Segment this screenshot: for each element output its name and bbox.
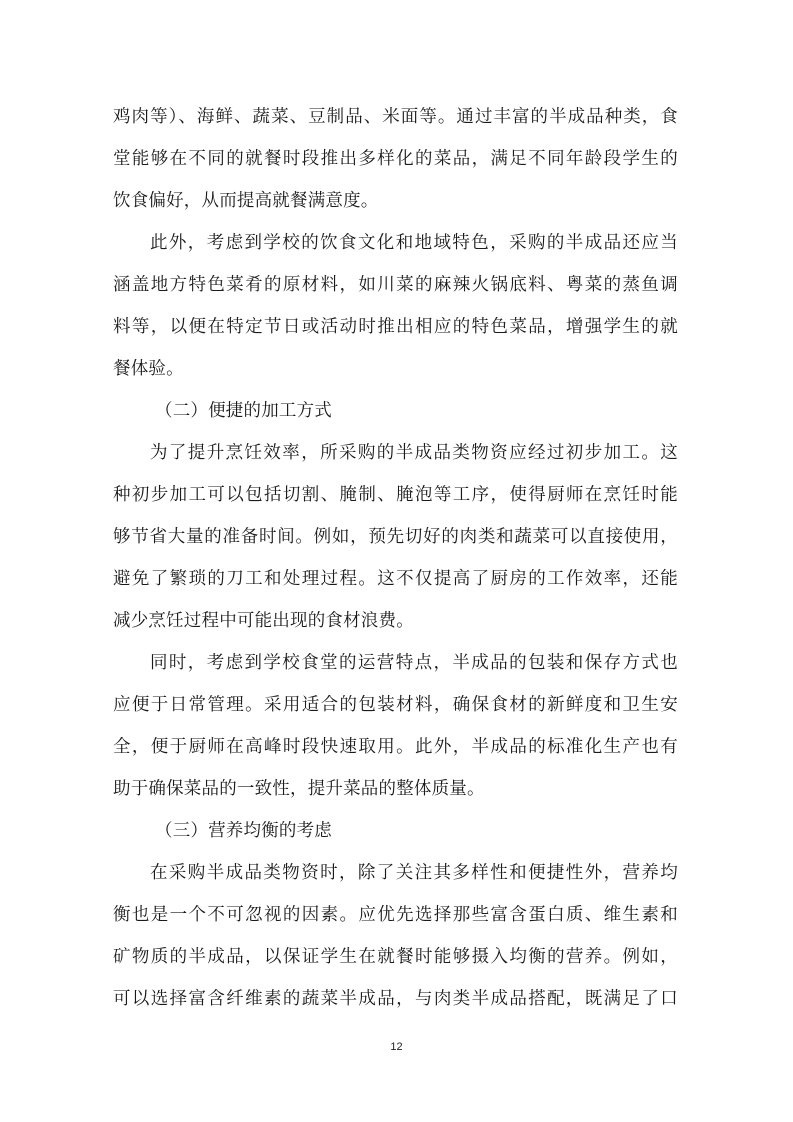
text-line: 鸡肉等）、海鲜、蔬菜、豆制品、米面等。通过丰富的半成品种类，食 (113, 107, 678, 127)
paragraph-first-line: 同时，考虑到学校食堂的运营特点，半成品的包装和保存方式也 (150, 653, 678, 673)
text-line: 涵盖地方特色菜肴的原材料，如川菜的麻辣火锅底料、粤菜的蒸鱼调 (113, 275, 678, 295)
section-heading: （二）便捷的加工方式 (155, 401, 332, 421)
text-line: 衡也是一个不可忽视的因素。应优先选择那些富含蛋白质、维生素和 (113, 905, 678, 925)
paragraph-first-line: 在采购半成品类物资时，除了关注其多样性和便捷性外，营养均 (150, 863, 678, 883)
text-line: 避免了繁琐的刀工和处理过程。这不仅提高了厨房的工作效率，还能 (113, 569, 678, 589)
text-line: 够节省大量的准备时间。例如，预先切好的肉类和蔬菜可以直接使用， (113, 527, 678, 547)
text-line: 可以选择富含纤维素的蔬菜半成品，与肉类半成品搭配，既满足了口 (113, 989, 678, 1009)
text-line: 堂能够在不同的就餐时段推出多样化的菜品，满足不同年龄段学生的 (113, 149, 678, 169)
text-line: 应便于日常管理。采用适合的包装材料，确保食材的新鲜度和卫生安 (113, 695, 678, 715)
paragraph-first-line: 为了提升烹饪效率，所采购的半成品类物资应经过初步加工。这 (150, 443, 678, 463)
text-line: 料等，以便在特定节日或活动时推出相应的特色菜品，增强学生的就 (113, 317, 678, 337)
text-line: 餐体验。 (113, 359, 184, 379)
text-line: 全，便于厨师在高峰时段快速取用。此外，半成品的标准化生产也有 (113, 737, 678, 757)
text-line: 饮食偏好，从而提高就餐满意度。 (113, 191, 379, 211)
text-line: 助于确保菜品的一致性，提升菜品的整体质量。 (113, 779, 485, 799)
section-heading: （三）营养均衡的考虑 (155, 821, 332, 841)
text-line: 矿物质的半成品，以保证学生在就餐时能够摄入均衡的营养。例如， (113, 947, 678, 967)
page-number: 12 (390, 1041, 403, 1053)
text-line: 减少烹饪过程中可能出现的食材浪费。 (113, 611, 414, 631)
text-line: 种初步加工可以包括切割、腌制、腌泡等工序，使得厨师在烹饪时能 (113, 485, 678, 505)
paragraph-first-line: 此外，考虑到学校的饮食文化和地域特色，采购的半成品还应当 (150, 233, 678, 253)
